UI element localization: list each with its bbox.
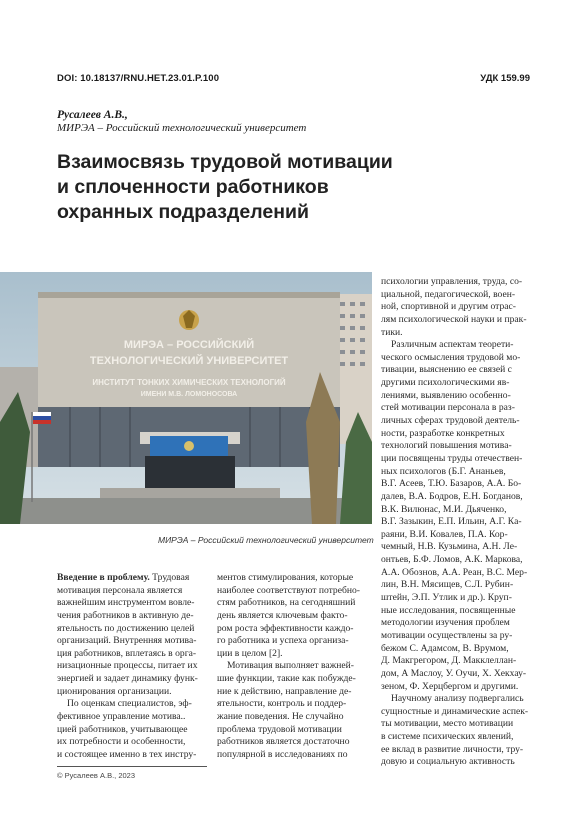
text-line: цией работников, учитывающее [57, 723, 188, 735]
text-line: популярной в исследованиях по [217, 748, 348, 760]
text-line: бежом С. Адамсом, В. Врумом, [381, 642, 509, 654]
text-line: раяни, В.И. Ковалев, П.А. Кор- [381, 528, 508, 540]
text-line: ром роста эффективности каждо- [217, 622, 354, 634]
text-line: ности, разработке конкретных [381, 427, 505, 439]
text-line: В.Г. Зазыкин, Е.П. Ильин, А.Г. Ка- [381, 516, 522, 528]
udk-code: УДК 159.99 [480, 73, 530, 84]
sign-line: ИМЕНИ М.В. ЛОМОНОСОВА [140, 391, 238, 398]
text-line: стям работников, на сегодняшний [217, 597, 356, 609]
title-line: Взаимосвязь трудовой мотивации [57, 151, 393, 173]
text-line: наиболее соответствуют потребно- [217, 584, 360, 596]
text-line: По оценкам специалистов, эф- [67, 698, 192, 710]
text-line: организаций. Внутренняя мотива- [57, 635, 197, 647]
figure-caption: МИРЭА – Российский технологический университет [158, 535, 374, 545]
text-line: проблема трудовой мотивации [217, 723, 342, 735]
text-line: чемный, Н.В. Кузьмина, А.Н. Ле- [381, 541, 518, 553]
text-line: онтьев, Б.Ф. Ломов, А.К. Маркова, [381, 554, 523, 566]
text-line: тивации, выяснению ее связей с [381, 364, 512, 376]
text-line: штейн, Э.П. Утлик и др.). Круп- [381, 592, 512, 604]
text-line: ция работников, вплетаясь в орга- [57, 647, 197, 659]
text-line: ции в целом [2]. [217, 647, 283, 659]
text-line: их потребности и особенности, [57, 736, 186, 748]
copyright-notice: © Русалеев А.В., 2023 [57, 771, 136, 780]
text-line: методологии изучения проблем [381, 617, 510, 629]
text-line: в системе психических явлений, [381, 731, 514, 743]
text-line: довую и социальную активность [381, 756, 515, 768]
text-line: фективное управление мотива.. [57, 711, 186, 723]
text-line: ментов стимулирования, которые [217, 572, 354, 583]
text-line: Различным аспектам теорети- [391, 339, 514, 351]
text-line: В.Г. Асеев, Т.Ю. Базаров, А.А. Бо- [381, 478, 522, 490]
text-line: шие функции, такие как побужде- [217, 673, 356, 685]
title-line: охранных подразделений [57, 201, 309, 223]
text-line: другими психологическими яв- [381, 377, 510, 389]
text-column-left [57, 572, 209, 762]
section-heading: Введение в проблему. [57, 572, 150, 583]
text-line: ческого осмысления трудовой мо- [381, 351, 521, 363]
sign-line: МИРЭА – РОССИЙСКИЙ [123, 339, 255, 351]
text-line: циальной, педагогической, воен- [381, 288, 516, 300]
text-line: психологии управления, труда, со- [381, 276, 523, 287]
entrance-doors [145, 456, 235, 488]
flag-icon [33, 412, 51, 416]
text-line: ятельности, контроль и поддер- [217, 698, 347, 710]
text-line: стей мотивации персонала в раз- [381, 402, 515, 414]
text-line: сущностные и динамические аспек- [381, 705, 529, 717]
text-line: ты мотивации, место мотивации [381, 718, 514, 730]
text-line: Введение в проблему. Трудовая [57, 572, 190, 583]
author-affiliation: МИРЭА – Российский технологический университет [57, 122, 307, 134]
text-line: дом, А Маслоу, У. Оучи, Х. Хекхау- [381, 667, 527, 679]
text-line: мотивации осуществлены за ру- [381, 629, 513, 641]
text-line: В.К. Вилюнас, М.И. Дьяченко, [381, 503, 507, 515]
text-line: далев, В.А. Бодров, Е.Н. Богданов, [381, 490, 523, 502]
sign-line: ТЕХНОЛОГИЧЕСКИЙ УНИВЕРСИТЕТ [89, 355, 289, 367]
text-line: важнейшим инструментом вовле- [57, 597, 195, 609]
article-title [57, 150, 437, 225]
text-line: тики. [381, 326, 403, 338]
text-line: ее вклад в развитие личности, тру- [381, 743, 524, 755]
author-name: Русалеев А.В., [57, 109, 128, 121]
sign-line: ИНСТИТУТ ТОНКИХ ХИМИЧЕСКИХ ТЕХНОЛОГИЙ [92, 378, 286, 387]
text-line: жание поведения. Не случайно [217, 711, 344, 723]
text-line: А.А. Обознов, А.А. Реан, В.С. Мер- [381, 566, 528, 578]
university-photo [0, 272, 372, 524]
building-illustration [0, 272, 372, 524]
text-line: и состоящее именно в тех инстру- [57, 748, 197, 760]
text-line: низационные процессы, питает их [57, 660, 198, 672]
text-line: зеном, Ф. Херцбергом и другими. [381, 680, 519, 692]
text-line: го работника и успеха организа- [217, 635, 349, 647]
text-line: ной, спортивной и другим отрас- [381, 301, 516, 313]
text-line: ятельность по достижению целей [57, 622, 195, 634]
text-line: лин, В.Н. Мясищев, С.Л. Рубин- [381, 579, 514, 591]
doi: DOI: 10.18137/RNU.HET.23.01.P.100 [57, 73, 220, 84]
text-line: энергией и задает динамику функ- [57, 673, 198, 685]
text-line: Д. Макгрегором, Д. Макклеллан- [381, 655, 517, 667]
text-line: ных психологов (Б.Г. Ананьев, [381, 465, 506, 477]
text-line: работников является достаточно [217, 736, 350, 748]
text-column-middle [217, 572, 373, 762]
footnote-rule [57, 766, 207, 767]
text-line: Мотивация выполняет важней- [227, 660, 355, 672]
text-line: день является ключевым факто- [217, 609, 348, 621]
text-line: личных сферах трудовой деятель- [381, 415, 520, 427]
text-line: ции посвящены труды отечествен- [381, 452, 523, 464]
text-column-right [381, 276, 533, 769]
text-line: ние к действию, направление де- [217, 685, 352, 697]
text-line: чения работников в активную де- [57, 609, 194, 621]
text-line: Научному анализу подвергались [391, 693, 524, 705]
text-line: ционирования организации. [57, 685, 172, 697]
text-line: мотивация персонала является [57, 584, 183, 596]
title-line: и сплоченности работников [57, 176, 329, 198]
text-line: лям психологической науки и прак- [381, 313, 527, 325]
text-line: ные исследования, посвященные [381, 604, 516, 616]
text-line: технологий повышения мотива- [381, 440, 512, 452]
text-line: лениями, выявлению особенно- [381, 389, 511, 401]
